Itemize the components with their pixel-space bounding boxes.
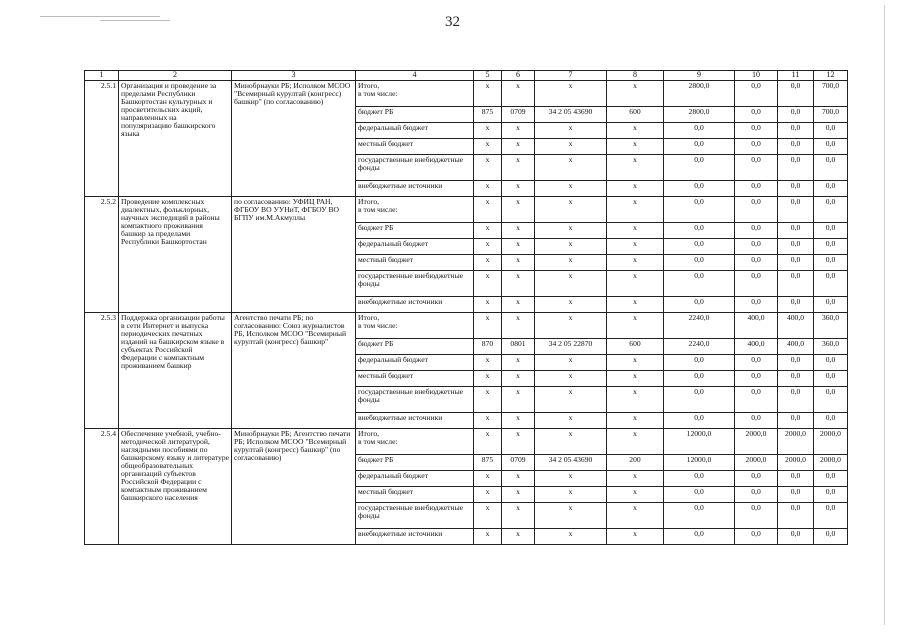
value-cell: 700,0 xyxy=(814,81,848,107)
value-cell: x xyxy=(502,413,535,429)
value-cell: 0,0 xyxy=(735,487,778,503)
value-cell: 0,0 xyxy=(664,529,735,545)
value-cell: x xyxy=(502,255,535,271)
value-cell: x xyxy=(535,355,607,371)
budget-table xyxy=(84,70,848,545)
value-cell: x xyxy=(607,197,664,223)
value-cell: 0,0 xyxy=(664,239,735,255)
value-cell: 34 2 05 22870 xyxy=(535,339,607,355)
value-cell: 2800,0 xyxy=(664,107,735,123)
value-cell: 870 xyxy=(474,339,502,355)
value-cell: x xyxy=(502,181,535,197)
table-row xyxy=(85,429,848,455)
funding-source: местный бюджет xyxy=(356,487,474,503)
funding-source: федеральный бюджет xyxy=(356,123,474,139)
column-number-cell: 9 xyxy=(664,71,735,81)
value-cell: 0,0 xyxy=(735,181,778,197)
funding-source: внебюджетные источники xyxy=(356,413,474,429)
value-cell: 0,0 xyxy=(778,255,814,271)
value-cell: x xyxy=(607,297,664,313)
value-cell: 875 xyxy=(474,455,502,471)
value-cell: 0,0 xyxy=(735,371,778,387)
value-cell: x xyxy=(535,413,607,429)
funding-source: внебюджетные источники xyxy=(356,529,474,545)
column-number-cell: 2 xyxy=(119,71,232,81)
value-cell: 0,0 xyxy=(735,139,778,155)
value-cell: 0,0 xyxy=(814,487,848,503)
funding-source: Итого, в том числе: xyxy=(356,81,474,107)
value-cell: 0,0 xyxy=(814,123,848,139)
value-cell: x xyxy=(474,81,502,107)
value-cell: 2240,0 xyxy=(664,339,735,355)
value-cell: 0,0 xyxy=(778,503,814,529)
value-cell: x xyxy=(474,223,502,239)
page-edge-line xyxy=(884,5,885,625)
value-cell: 0,0 xyxy=(778,413,814,429)
value-cell: x xyxy=(607,271,664,297)
value-cell: 400,0 xyxy=(778,339,814,355)
value-cell: 0,0 xyxy=(778,139,814,155)
funding-source: местный бюджет xyxy=(356,139,474,155)
value-cell: 0,0 xyxy=(664,223,735,239)
value-cell: x xyxy=(535,471,607,487)
value-cell: x xyxy=(474,429,502,455)
value-cell: x xyxy=(535,297,607,313)
value-cell: 0,0 xyxy=(664,371,735,387)
table-body xyxy=(85,71,848,545)
value-cell: 0,0 xyxy=(814,503,848,529)
value-cell: x xyxy=(474,487,502,503)
value-cell: x xyxy=(535,429,607,455)
column-number-cell: 1 xyxy=(85,71,119,81)
value-cell: 0,0 xyxy=(664,355,735,371)
value-cell: x xyxy=(535,371,607,387)
value-cell: 0,0 xyxy=(664,181,735,197)
funding-source: государственные внебюджетные фонды xyxy=(356,387,474,413)
value-cell: x xyxy=(474,413,502,429)
value-cell: 0,0 xyxy=(735,529,778,545)
value-cell: x xyxy=(607,503,664,529)
value-cell: x xyxy=(474,255,502,271)
value-cell: 34 2 05 43690 xyxy=(535,455,607,471)
value-cell: x xyxy=(502,313,535,339)
value-cell: x xyxy=(535,487,607,503)
value-cell: 2000,0 xyxy=(814,429,848,455)
value-cell: 0,0 xyxy=(664,139,735,155)
value-cell: 0,0 xyxy=(814,387,848,413)
value-cell: x xyxy=(607,155,664,181)
value-cell: 0,0 xyxy=(664,123,735,139)
value-cell: 0,0 xyxy=(735,239,778,255)
column-number-cell: 3 xyxy=(232,71,356,81)
value-cell: x xyxy=(535,271,607,297)
value-cell: x xyxy=(502,503,535,529)
value-cell: x xyxy=(474,471,502,487)
value-cell: 600 xyxy=(607,107,664,123)
value-cell: 0,0 xyxy=(735,223,778,239)
value-cell: 0,0 xyxy=(735,355,778,371)
value-cell: x xyxy=(474,123,502,139)
value-cell: x xyxy=(474,371,502,387)
value-cell: x xyxy=(474,503,502,529)
item-number: 2.5.4 xyxy=(85,429,119,545)
value-cell: x xyxy=(607,239,664,255)
column-number-cell: 12 xyxy=(814,71,848,81)
value-cell: 0,0 xyxy=(735,297,778,313)
value-cell: x xyxy=(474,529,502,545)
value-cell: x xyxy=(502,471,535,487)
value-cell: x xyxy=(535,197,607,223)
value-cell: x xyxy=(502,529,535,545)
column-number-cell: 10 xyxy=(735,71,778,81)
value-cell: x xyxy=(474,239,502,255)
value-cell: 0,0 xyxy=(735,255,778,271)
value-cell: 0,0 xyxy=(735,107,778,123)
value-cell: 2240,0 xyxy=(664,313,735,339)
value-cell: 0,0 xyxy=(664,387,735,413)
value-cell: x xyxy=(502,197,535,223)
value-cell: 0,0 xyxy=(778,81,814,107)
funding-source: местный бюджет xyxy=(356,255,474,271)
funding-source: внебюджетные источники xyxy=(356,181,474,197)
funding-source: государственные внебюджетные фонды xyxy=(356,271,474,297)
value-cell: x xyxy=(607,529,664,545)
value-cell: 0801 xyxy=(502,339,535,355)
column-number-cell: 6 xyxy=(502,71,535,81)
column-number-cell: 4 xyxy=(356,71,474,81)
value-cell: x xyxy=(535,503,607,529)
funding-source: бюджет РБ xyxy=(356,339,474,355)
value-cell: 2000,0 xyxy=(778,455,814,471)
executor-cell: Агентство печати РБ; по согласованию: Союз журналистов РБ, Исполком МСОО "Всемирный курултай (конгресс) башкир" xyxy=(232,313,356,429)
value-cell: 0,0 xyxy=(778,271,814,297)
value-cell: 0,0 xyxy=(664,297,735,313)
executor-cell: Минобрнауки РБ; Агентство печати РБ; Исполком МСОО "Всемирный курултай (конгресс) башкир" (по согласованию) xyxy=(232,429,356,545)
funding-source: федеральный бюджет xyxy=(356,355,474,371)
value-cell: 600 xyxy=(607,339,664,355)
value-cell: 400,0 xyxy=(778,313,814,339)
value-cell: x xyxy=(535,155,607,181)
value-cell: 0,0 xyxy=(664,413,735,429)
value-cell: 0,0 xyxy=(814,239,848,255)
column-number-cell: 5 xyxy=(474,71,502,81)
value-cell: 0,0 xyxy=(778,155,814,181)
value-cell: 0,0 xyxy=(778,371,814,387)
value-cell: 0,0 xyxy=(735,155,778,181)
value-cell: x xyxy=(607,413,664,429)
value-cell: 0,0 xyxy=(814,197,848,223)
value-cell: 0,0 xyxy=(778,529,814,545)
value-cell: 0,0 xyxy=(778,297,814,313)
value-cell: x xyxy=(502,139,535,155)
table-row xyxy=(85,81,848,107)
value-cell: 0,0 xyxy=(778,223,814,239)
value-cell: x xyxy=(535,223,607,239)
activity-title: Организация и проведение за пределами Республики Башкортостан культурных и просветительских акций, направленных на популяризацию башкирского языка xyxy=(119,81,232,197)
value-cell: 0,0 xyxy=(778,107,814,123)
column-number-cell: 8 xyxy=(607,71,664,81)
value-cell: x xyxy=(474,355,502,371)
value-cell: x xyxy=(474,271,502,297)
funding-source: Итого, в том числе: xyxy=(356,429,474,455)
value-cell: 0,0 xyxy=(778,487,814,503)
value-cell: 0,0 xyxy=(814,271,848,297)
value-cell: 0,0 xyxy=(735,81,778,107)
value-cell: 0,0 xyxy=(735,197,778,223)
value-cell: x xyxy=(474,155,502,181)
value-cell: 0,0 xyxy=(778,355,814,371)
value-cell: x xyxy=(502,123,535,139)
value-cell: 0,0 xyxy=(814,297,848,313)
value-cell: 2000,0 xyxy=(735,429,778,455)
value-cell: x xyxy=(607,471,664,487)
funding-source: федеральный бюджет xyxy=(356,471,474,487)
item-number: 2.5.3 xyxy=(85,313,119,429)
funding-source: федеральный бюджет xyxy=(356,239,474,255)
item-number: 2.5.2 xyxy=(85,197,119,313)
value-cell: x xyxy=(474,387,502,413)
value-cell: x xyxy=(474,181,502,197)
column-number-cell: 11 xyxy=(778,71,814,81)
funding-source: бюджет РБ xyxy=(356,107,474,123)
value-cell: 0,0 xyxy=(778,123,814,139)
value-cell: 12000,0 xyxy=(664,429,735,455)
value-cell: 0,0 xyxy=(778,239,814,255)
value-cell: x xyxy=(607,355,664,371)
funding-source: Итого, в том числе: xyxy=(356,197,474,223)
value-cell: x xyxy=(502,239,535,255)
value-cell: 0,0 xyxy=(778,181,814,197)
value-cell: x xyxy=(607,223,664,239)
value-cell: x xyxy=(474,139,502,155)
activity-title: Поддержка организации работы в сети Интернет и выпуска периодических печатных изданий на башкирском языке в субъектах Российской Федерации с компактным проживанием башкир xyxy=(119,313,232,429)
value-cell: x xyxy=(502,81,535,107)
item-number: 2.5.1 xyxy=(85,81,119,197)
value-cell: 0,0 xyxy=(664,471,735,487)
table-row xyxy=(85,313,848,339)
funding-source: бюджет РБ xyxy=(356,223,474,239)
value-cell: 0,0 xyxy=(814,413,848,429)
value-cell: x xyxy=(474,197,502,223)
value-cell: 0,0 xyxy=(814,223,848,239)
value-cell: 0,0 xyxy=(814,155,848,181)
value-cell: x xyxy=(502,371,535,387)
value-cell: x xyxy=(535,239,607,255)
value-cell: 34 2 05 43690 xyxy=(535,107,607,123)
value-cell: x xyxy=(474,297,502,313)
value-cell: 0,0 xyxy=(664,255,735,271)
value-cell: 0,0 xyxy=(814,255,848,271)
value-cell: 0,0 xyxy=(735,123,778,139)
table-row xyxy=(85,197,848,223)
value-cell: x xyxy=(502,355,535,371)
value-cell: x xyxy=(535,123,607,139)
value-cell: 2000,0 xyxy=(814,455,848,471)
value-cell: 0,0 xyxy=(778,471,814,487)
value-cell: 0,0 xyxy=(814,371,848,387)
value-cell: 0,0 xyxy=(814,181,848,197)
value-cell: 0,0 xyxy=(735,271,778,297)
funding-source: внебюджетные источники xyxy=(356,297,474,313)
value-cell: 0,0 xyxy=(814,139,848,155)
funding-source: государственные внебюджетные фонды xyxy=(356,503,474,529)
executor-cell: по согласованию: УФИЦ РАН, ФГБОУ ВО УУНиТ, ФГБОУ ВО БГПУ им.М.Акмуллы xyxy=(232,197,356,313)
value-cell: 0,0 xyxy=(778,197,814,223)
value-cell: 0,0 xyxy=(664,197,735,223)
value-cell: 0,0 xyxy=(814,355,848,371)
value-cell: x xyxy=(502,487,535,503)
value-cell: x xyxy=(607,181,664,197)
value-cell: x xyxy=(502,155,535,181)
value-cell: x xyxy=(607,371,664,387)
value-cell: 0709 xyxy=(502,107,535,123)
value-cell: 0,0 xyxy=(735,503,778,529)
value-cell: x xyxy=(607,81,664,107)
value-cell: 0,0 xyxy=(735,413,778,429)
value-cell: x xyxy=(535,529,607,545)
value-cell: x xyxy=(502,223,535,239)
value-cell: 700,0 xyxy=(814,107,848,123)
value-cell: x xyxy=(607,487,664,503)
value-cell: x xyxy=(535,81,607,107)
funding-source: государственные внебюджетные фонды xyxy=(356,155,474,181)
value-cell: 2000,0 xyxy=(735,455,778,471)
value-cell: x xyxy=(502,271,535,297)
value-cell: x xyxy=(502,297,535,313)
value-cell: x xyxy=(535,387,607,413)
value-cell: x xyxy=(607,387,664,413)
value-cell: 2000,0 xyxy=(778,429,814,455)
value-cell: 0,0 xyxy=(664,155,735,181)
value-cell: x xyxy=(607,313,664,339)
value-cell: 0,0 xyxy=(664,487,735,503)
value-cell: x xyxy=(535,139,607,155)
value-cell: 0,0 xyxy=(664,271,735,297)
value-cell: 200 xyxy=(607,455,664,471)
value-cell: x xyxy=(535,181,607,197)
value-cell: 0,0 xyxy=(814,471,848,487)
page-number: 32 xyxy=(445,14,460,30)
funding-source: местный бюджет xyxy=(356,371,474,387)
value-cell: x xyxy=(535,255,607,271)
value-cell: x xyxy=(607,255,664,271)
funding-source: бюджет РБ xyxy=(356,455,474,471)
value-cell: 0,0 xyxy=(814,529,848,545)
value-cell: x xyxy=(502,429,535,455)
value-cell: 400,0 xyxy=(735,313,778,339)
value-cell: x xyxy=(607,429,664,455)
value-cell: x xyxy=(607,123,664,139)
value-cell: x xyxy=(502,387,535,413)
value-cell: 0,0 xyxy=(735,471,778,487)
executor-cell: Минобрнауки РБ; Исполком МСОО "Всемирный курултай (конгресс) башкир" (по согласованию) xyxy=(232,81,356,197)
value-cell: 0,0 xyxy=(778,387,814,413)
value-cell: 2800,0 xyxy=(664,81,735,107)
value-cell: 360,0 xyxy=(814,313,848,339)
value-cell: 400,0 xyxy=(735,339,778,355)
value-cell: x xyxy=(474,313,502,339)
value-cell: 360,0 xyxy=(814,339,848,355)
activity-title: Обеспечение учебной, учебно-методической литературой, наглядными пособиями по башкирскому языку и литературе общеобразовательных организаций субъектов Российской Федерации с компактным проживанием башкирского населения xyxy=(119,429,232,545)
value-cell: 0,0 xyxy=(735,387,778,413)
value-cell: 0709 xyxy=(502,455,535,471)
value-cell: x xyxy=(535,313,607,339)
value-cell: 0,0 xyxy=(664,503,735,529)
activity-title: Проведение комплексных диалектных, фольклорных, научных экспедиций в районы компактного проживания башкир за пределами Республики Башкортостан xyxy=(119,197,232,313)
column-number-row xyxy=(85,71,848,81)
column-number-cell: 7 xyxy=(535,71,607,81)
value-cell: 875 xyxy=(474,107,502,123)
value-cell: x xyxy=(607,139,664,155)
funding-source: Итого, в том числе: xyxy=(356,313,474,339)
value-cell: 12000,0 xyxy=(664,455,735,471)
